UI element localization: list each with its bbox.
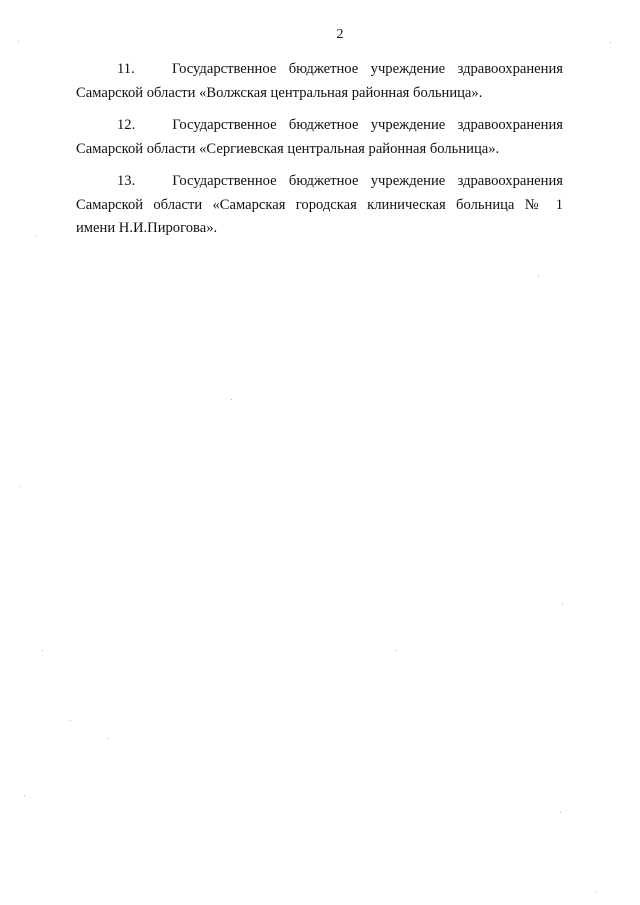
list-item-12-number: 12. (117, 117, 136, 133)
list-item-11-text-2: Самарской области «Волжская центральная районная больница». (76, 84, 483, 101)
document-body (76, 58, 563, 250)
list-item-13-line-1 (76, 170, 563, 194)
list-item-13-text-1: Государственное бюджетное учреждение здравоохранения (172, 173, 563, 189)
scan-speck (560, 812, 561, 813)
scan-speck (562, 604, 563, 605)
scan-speck (42, 650, 43, 651)
list-item-11-text-1: Государственное бюджетное учреждение здравоохранения (171, 61, 563, 77)
list-item-13-number: 13. (117, 173, 136, 189)
list-item-11-number: 11. (117, 61, 135, 77)
list-item-11-line-1 (76, 58, 563, 82)
scan-speck (70, 720, 71, 721)
scan-speck (24, 795, 25, 796)
scan-speck (395, 650, 396, 651)
list-item-13 (76, 170, 563, 241)
list-item-12-text-1: Государственное бюджетное учреждение здравоохранения (172, 117, 563, 133)
scan-speck (538, 276, 539, 277)
scan-speck (108, 738, 109, 739)
scan-speck (18, 41, 19, 42)
scan-speck (231, 399, 232, 400)
list-item-12 (76, 114, 563, 161)
scan-speck (20, 486, 21, 487)
scan-speck (36, 236, 37, 237)
list-item-11 (76, 58, 563, 105)
list-item-13-text-2: Самарской области «Самарская городская клиническая больница № 1 (76, 196, 563, 213)
page-number: 2 (336, 27, 344, 42)
list-item-12-text-2: Самарской области «Сергиевская центральная районная больница». (76, 140, 500, 157)
list-item-12-line-1 (76, 114, 563, 138)
scan-speck (595, 892, 596, 893)
scan-speck (610, 42, 611, 43)
list-item-13-text-3: имени Н.И.Пирогова». (76, 220, 218, 236)
